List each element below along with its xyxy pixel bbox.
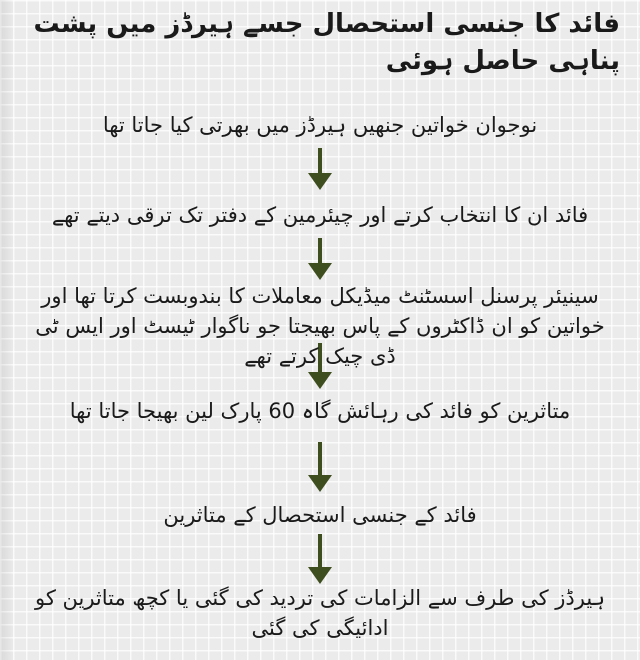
arrow-shaft [318,148,322,173]
arrow-head [308,475,332,492]
page-title: فائد کا جنسی استحصال جسے ہیرڈز میں پشت پناہی حاصل ہوئی [33,9,620,76]
arrow-head [308,567,332,584]
flow-step-medical: سینیئر پرسنل اسسٹنٹ میڈیکل معاملات کا بندوبست کرتا تھا اور خواتین کو ان ڈاکٹروں کے پاس بھیجتا جو ناگوار ٹیسٹ اور ایس ٹی ڈی چیک کرتے تھے [35,284,605,368]
arrow-shaft [318,238,322,263]
down-arrow-icon [308,534,332,584]
arrow-head [308,173,332,190]
arrow-shaft [318,534,322,567]
down-arrow-icon [308,148,332,190]
flow-step-recruited: نوجوان خواتین جنھیں ہیرڈز میں بھرتی کیا جاتا تھا [102,113,538,137]
arrow-shaft [318,442,322,475]
flow-step-selected: فائد ان کا انتخاب کرتے اور چیئرمین کے دفتر تک ترقی دیتے تھے [51,203,589,227]
flow-step-denial-payment: ہیرڈز کی طرف سے الزامات کی تردید کی گئی یا کچھ متاثرین کو ادائیگی کی گئی [34,586,605,640]
arrow-head [308,372,332,389]
arrow-head [308,263,332,280]
flow-step-park-lane: متاثرین کو فائد کی رہائش گاہ 60 پارک لین بھیجا جاتا تھا [69,399,571,423]
flow-step-victims: فائد کے جنسی استحصال کے متاثرین [163,503,477,527]
down-arrow-icon [308,442,332,492]
down-arrow-icon [308,238,332,280]
